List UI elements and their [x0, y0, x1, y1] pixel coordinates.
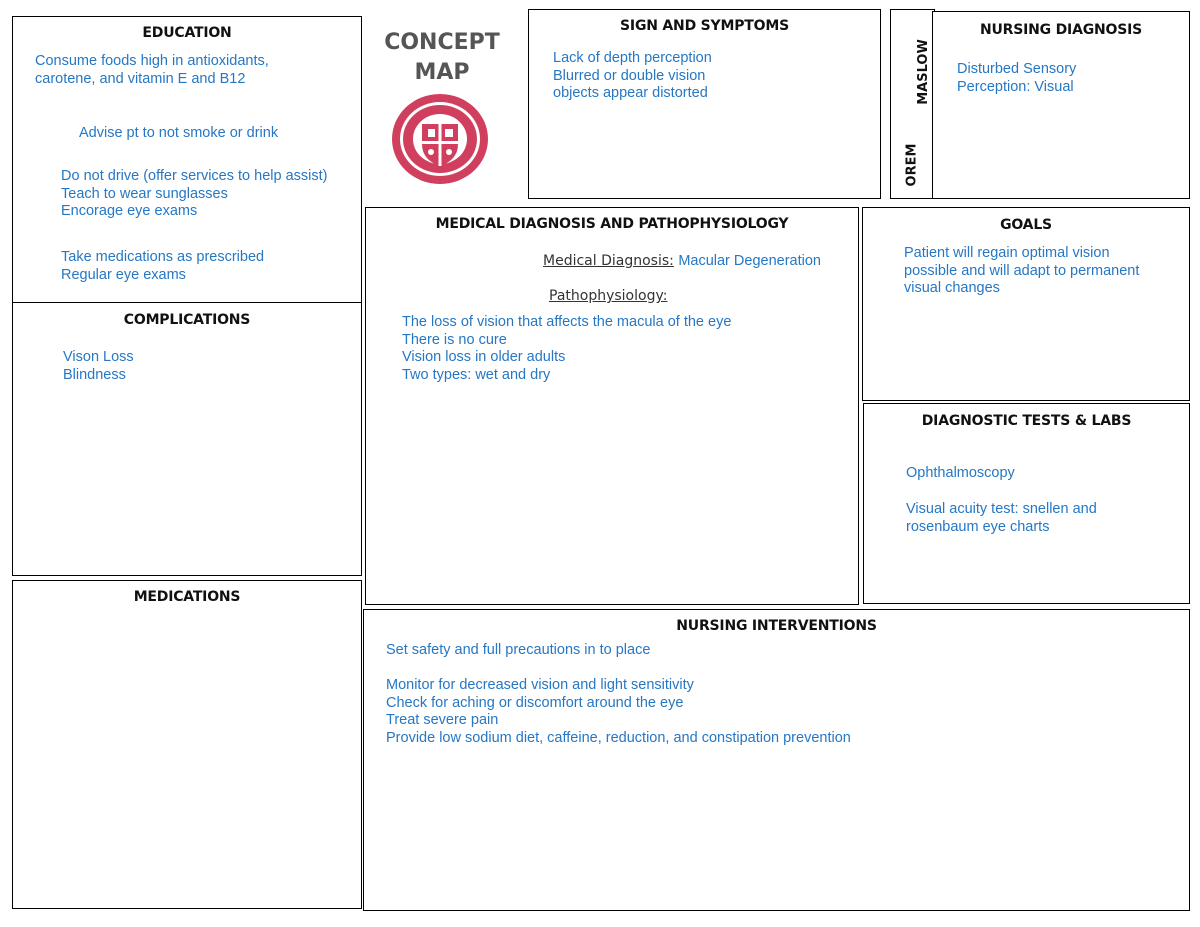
- nursing-interventions-heading: NURSING INTERVENTIONS: [676, 618, 877, 634]
- signs-symptoms-line: Blurred or double vision: [553, 67, 706, 84]
- goals-line: Patient will regain optimal vision: [904, 245, 1110, 261]
- goals-heading: GOALS: [1000, 217, 1052, 233]
- nursing-diagnosis-text: [957, 61, 1076, 96]
- concept-map-title-line2: MAP: [414, 60, 470, 85]
- education-line: Take medications as prescribed: [61, 249, 265, 265]
- nursing-interventions-line: Monitor for decreased vision and light sensitivity: [386, 677, 694, 693]
- signs-symptoms-box: [528, 9, 881, 199]
- pathophysiology-label: Pathophysiology:: [549, 288, 668, 304]
- diagnostic-tests-line: Ophthalmoscopy: [906, 465, 1015, 481]
- education-line: Consume foods high in antioxidants,: [35, 53, 269, 69]
- education-line: Advise pt to not smoke or drink: [79, 125, 279, 141]
- medical-diagnosis-row: [543, 252, 821, 271]
- diagnostic-tests-text-a: [906, 465, 1015, 483]
- complications-line: Vison Loss: [63, 349, 134, 365]
- complications-line: Blindness: [63, 366, 126, 383]
- concept-map-title-line1: CONCEPT: [384, 30, 500, 55]
- goals-text: [904, 245, 1139, 298]
- goals-line: possible and will adapt to permanent: [904, 262, 1140, 279]
- concept-map-title: [372, 28, 512, 88]
- nursing-diagnosis-line: Perception: Visual: [957, 78, 1074, 95]
- medical-diagnosis-label: Medical Diagnosis:: [543, 253, 674, 269]
- signs-symptoms-line: objects appear distorted: [553, 85, 708, 101]
- pathophysiology-line: The loss of vision that affects the macula of the eye: [402, 314, 732, 330]
- orem-label: [891, 143, 934, 187]
- medical-diagnosis-heading: MEDICAL DIAGNOSIS AND PATHOPHYSIOLOGY: [435, 216, 789, 232]
- signs-symptoms-heading: SIGN AND SYMPTOMS: [620, 18, 789, 34]
- nursing-interventions-line: Check for aching or discomfort around the eye: [386, 694, 684, 711]
- complications-heading: COMPLICATIONS: [123, 312, 251, 328]
- nursing-diagnosis-box: [932, 11, 1190, 199]
- diagnostic-tests-text-b: [906, 501, 1097, 536]
- education-box: [12, 16, 362, 303]
- nursing-interventions-line: Set safety and full precautions in to place: [386, 642, 651, 658]
- medical-diagnosis-box: [365, 207, 859, 605]
- diagnostic-tests-box: [863, 403, 1190, 604]
- nursing-diagnosis-heading: NURSING DIAGNOSIS: [980, 22, 1142, 38]
- education-line: Regular eye exams: [61, 266, 186, 283]
- medical-diagnosis-value: Macular Degeneration: [678, 253, 821, 269]
- pathophysiology-line: Two types: wet and dry: [402, 366, 551, 383]
- signs-symptoms-text: [553, 50, 712, 103]
- education-line: Do not drive (offer services to help assist): [61, 168, 328, 184]
- complications-text: [63, 349, 134, 384]
- goals-box: [862, 207, 1190, 401]
- complications-box: [12, 302, 362, 576]
- pathophysiology-line: Vision loss in older adults: [402, 349, 566, 365]
- nursing-interventions-line: Provide low sodium diet, caffeine, reduction, and constipation prevention: [386, 729, 851, 746]
- signs-symptoms-line: Lack of depth perception: [553, 50, 712, 66]
- nursing-diagnosis-line: Disturbed Sensory: [957, 61, 1077, 77]
- maslow-label: [891, 39, 934, 105]
- diagnostic-tests-line: Visual acuity test: snellen and: [906, 501, 1097, 517]
- nursing-interventions-line: Treat severe pain: [386, 712, 499, 728]
- medications-heading: MEDICATIONS: [133, 589, 241, 605]
- education-text-c: [61, 168, 327, 221]
- diagnostic-tests-line: rosenbaum eye charts: [906, 518, 1050, 535]
- diagnostic-tests-heading: DIAGNOSTIC TESTS & LABS: [921, 413, 1132, 429]
- college-seal-logo: [390, 92, 490, 186]
- nursing-interventions-text-a: [386, 642, 650, 660]
- education-text-d: [61, 249, 264, 284]
- orem-text: OREM: [904, 143, 920, 187]
- education-line: carotene, and vitamin E and B12: [35, 70, 246, 87]
- pathophysiology-text: [402, 314, 731, 384]
- education-text-a: [35, 53, 269, 88]
- nursing-interventions-text-b: [386, 677, 851, 747]
- education-heading: EDUCATION: [142, 25, 232, 41]
- theory-strip: [890, 9, 935, 199]
- education-text-b: [79, 125, 278, 143]
- medications-box: [12, 580, 362, 909]
- maslow-text: MASLOW: [915, 39, 931, 105]
- education-line: Encorage eye exams: [61, 203, 198, 219]
- education-line: Teach to wear sunglasses: [61, 185, 228, 202]
- pathophysiology-line: There is no cure: [402, 331, 507, 348]
- goals-line: visual changes: [904, 280, 1000, 296]
- nursing-interventions-box: [363, 609, 1190, 911]
